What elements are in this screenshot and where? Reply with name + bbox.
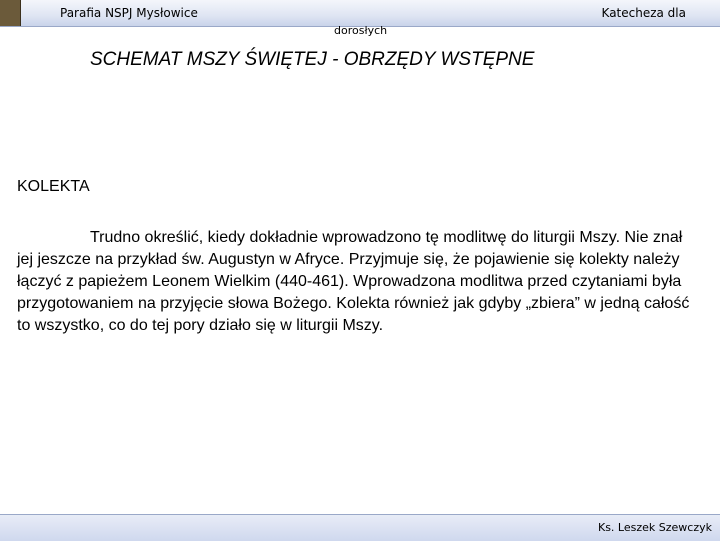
body-paragraph: Trudno określić, kiedy dokładnie wprowadzono tę modlitwę do liturgii Mszy. Nie znał jej jeszcze na przykład św. Augustyn w Afryce. Przyjmuje się, że pojawienie się kolekty należy łączyć z papieżem Leonem Wielkim (440-461). Wprowadzona modlitwa przed czytaniami była przygotowaniem na przyjęcie słowa Bożego. Kolekta również jak gdyby „zbiera” w jedną całość to wszystko, co do tej pory działo się w liturgii Mszy.	[17, 229, 690, 334]
header-bar	[0, 0, 720, 27]
section-heading: KOLEKTA	[17, 178, 90, 195]
footer-bar	[0, 514, 720, 541]
course-subtitle: dorosłych	[334, 24, 388, 37]
slide-title: SCHEMAT MSZY ŚWIĘTEJ - OBRZĘDY WSTĘPNE	[90, 49, 535, 70]
author-name: Ks. Leszek Szewczyk	[597, 521, 712, 534]
parish-logo-icon	[0, 0, 21, 26]
parish-name: Parafia NSPJ Mysłowice	[60, 6, 198, 20]
course-title: Katecheza dla	[601, 6, 686, 20]
